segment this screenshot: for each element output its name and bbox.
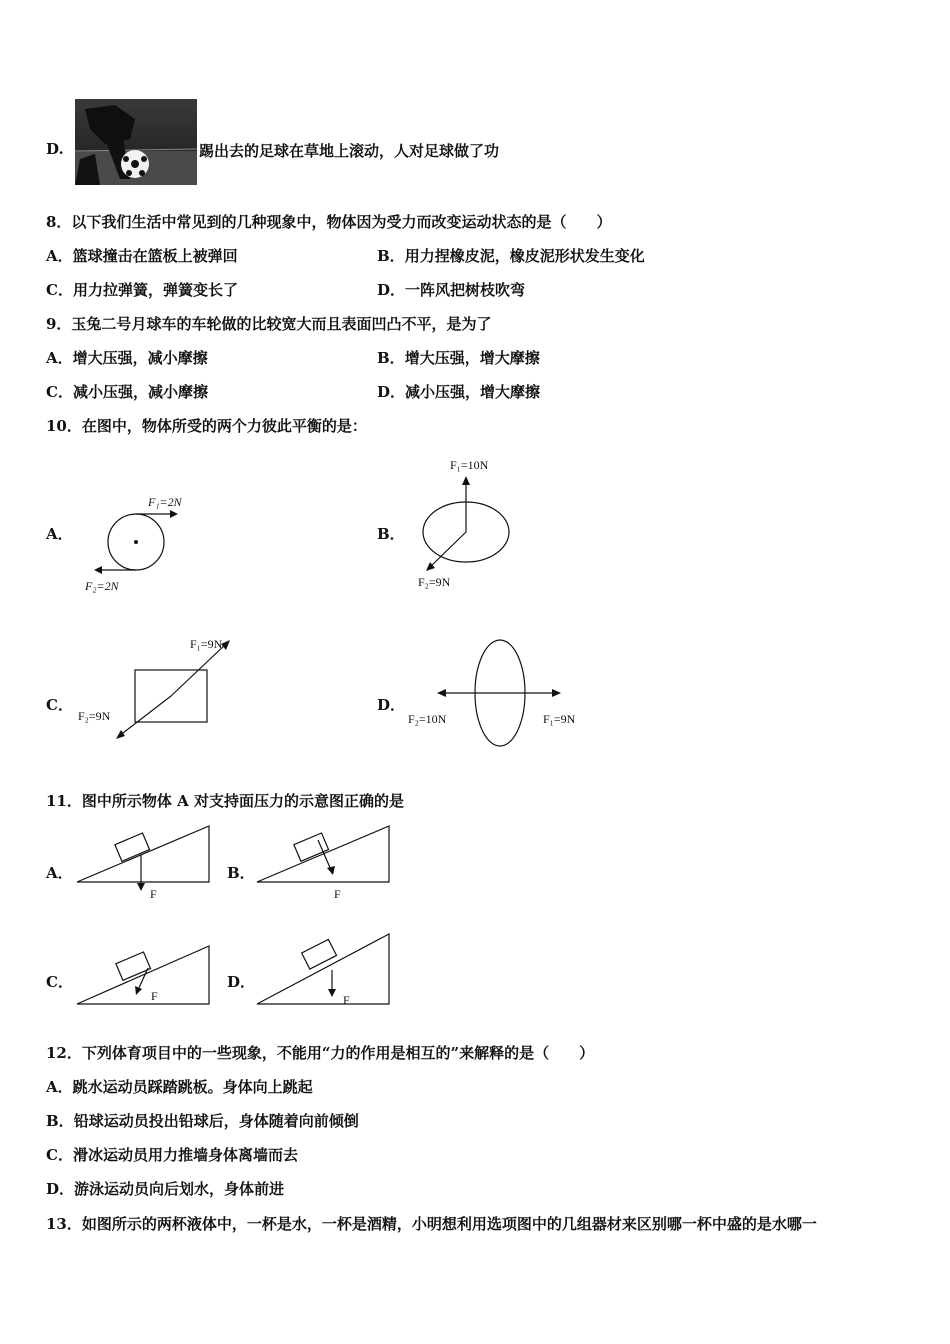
q7-option-d-label: D.	[46, 140, 64, 158]
q9-stem: 9．玉兔二号月球车的车轮做的比较宽大而且表面凹凸不平，是为了	[46, 315, 492, 333]
q10-label-d: D．	[377, 696, 406, 714]
q8-option-a: A．篮球撞击在篮板上被弹回	[46, 247, 238, 265]
q9-option-a: A．增大压强，减小摩擦	[46, 349, 208, 367]
q10-diagram-b	[410, 452, 530, 597]
q10-diagram-d	[405, 635, 595, 755]
q9-option-b: B．增大压强，增大摩擦	[377, 349, 540, 367]
q10-label-c: C．	[46, 696, 73, 714]
q11-diagram-a	[74, 820, 214, 902]
q8-stem: 8．以下我们生活中常见到的几种现象中，物体因为受力而改变运动状态的是（ ）	[46, 213, 612, 231]
q12-option-a: A．跳水运动员踩踏跳板。身体向上跳起	[46, 1078, 313, 1096]
q9-option-c: C．减小压强，减小摩擦	[46, 383, 208, 401]
q10-b-f1-label: F₁=10N	[450, 458, 489, 472]
q8-option-b: B．用力捏橡皮泥，橡皮泥形状发生变化	[377, 247, 645, 265]
q11-label-c: C．	[46, 973, 73, 991]
q11-label-d: D．	[227, 973, 256, 991]
q12-option-c: C．滑冰运动员用力推墙身体离墙而去	[46, 1146, 298, 1164]
q10-diagram-a	[80, 490, 200, 600]
q10-label-b: B．	[377, 525, 405, 543]
q11-label-a: A．	[46, 864, 73, 882]
soccer-photo	[75, 99, 197, 185]
q10-label-a: A．	[46, 525, 73, 543]
q11-a-force-label: F	[150, 887, 157, 901]
q10-d-f2-label: F₂=10N	[408, 712, 447, 726]
q10-c-f2-label: F₂=9N	[78, 709, 111, 723]
q11-diagram-d	[254, 930, 394, 1012]
q10-stem: 10．在图中，物体所受的两个力彼此平衡的是：	[46, 417, 367, 435]
q10-a-f2-label: F₂=2N	[85, 579, 119, 593]
q10-diagram-c	[75, 630, 245, 745]
q11-diagram-c	[74, 930, 214, 1012]
q8-option-c: C．用力拉弹簧，弹簧变长了	[46, 281, 238, 299]
q12-stem: 12．下列体育项目中的一些现象，不能用“力的作用是相互的”来解释的是（ ）	[46, 1044, 595, 1062]
q10-b-f2-label: F₂=9N	[418, 575, 451, 589]
q10-d-f1-label: F₁=9N	[543, 712, 576, 726]
q11-stem: 11．图中所示物体 A 对支持面压力的示意图正确的是	[46, 792, 404, 810]
q12-option-b: B．铅球运动员投出铅球后，身体随着向前倾倒	[46, 1112, 359, 1130]
q11-diagram-b	[254, 820, 394, 902]
q12-option-d: D．游泳运动员向后划水，身体前进	[46, 1180, 285, 1198]
q11-label-b: B．	[227, 864, 255, 882]
q8-option-d: D．一阵风把树枝吹弯	[377, 281, 526, 299]
q10-a-f1-label: F₁=2N	[148, 495, 182, 509]
q11-d-force-label: F	[343, 993, 350, 1007]
q7-option-d-text: 踢出去的足球在草地上滚动，人对足球做了功	[199, 142, 500, 160]
q11-c-force-label: F	[151, 989, 158, 1003]
q11-b-force-label: F	[334, 887, 341, 901]
q9-option-d: D．减小压强，增大摩擦	[377, 383, 541, 401]
q10-c-f1-label: F₁=9N	[190, 637, 223, 651]
q13-stem: 13．如图所示的两杯液体中，一杯是水，一杯是酒精，小明想利用选项图中的几组器材来区别哪一杯中盛的是水哪一	[46, 1215, 817, 1233]
